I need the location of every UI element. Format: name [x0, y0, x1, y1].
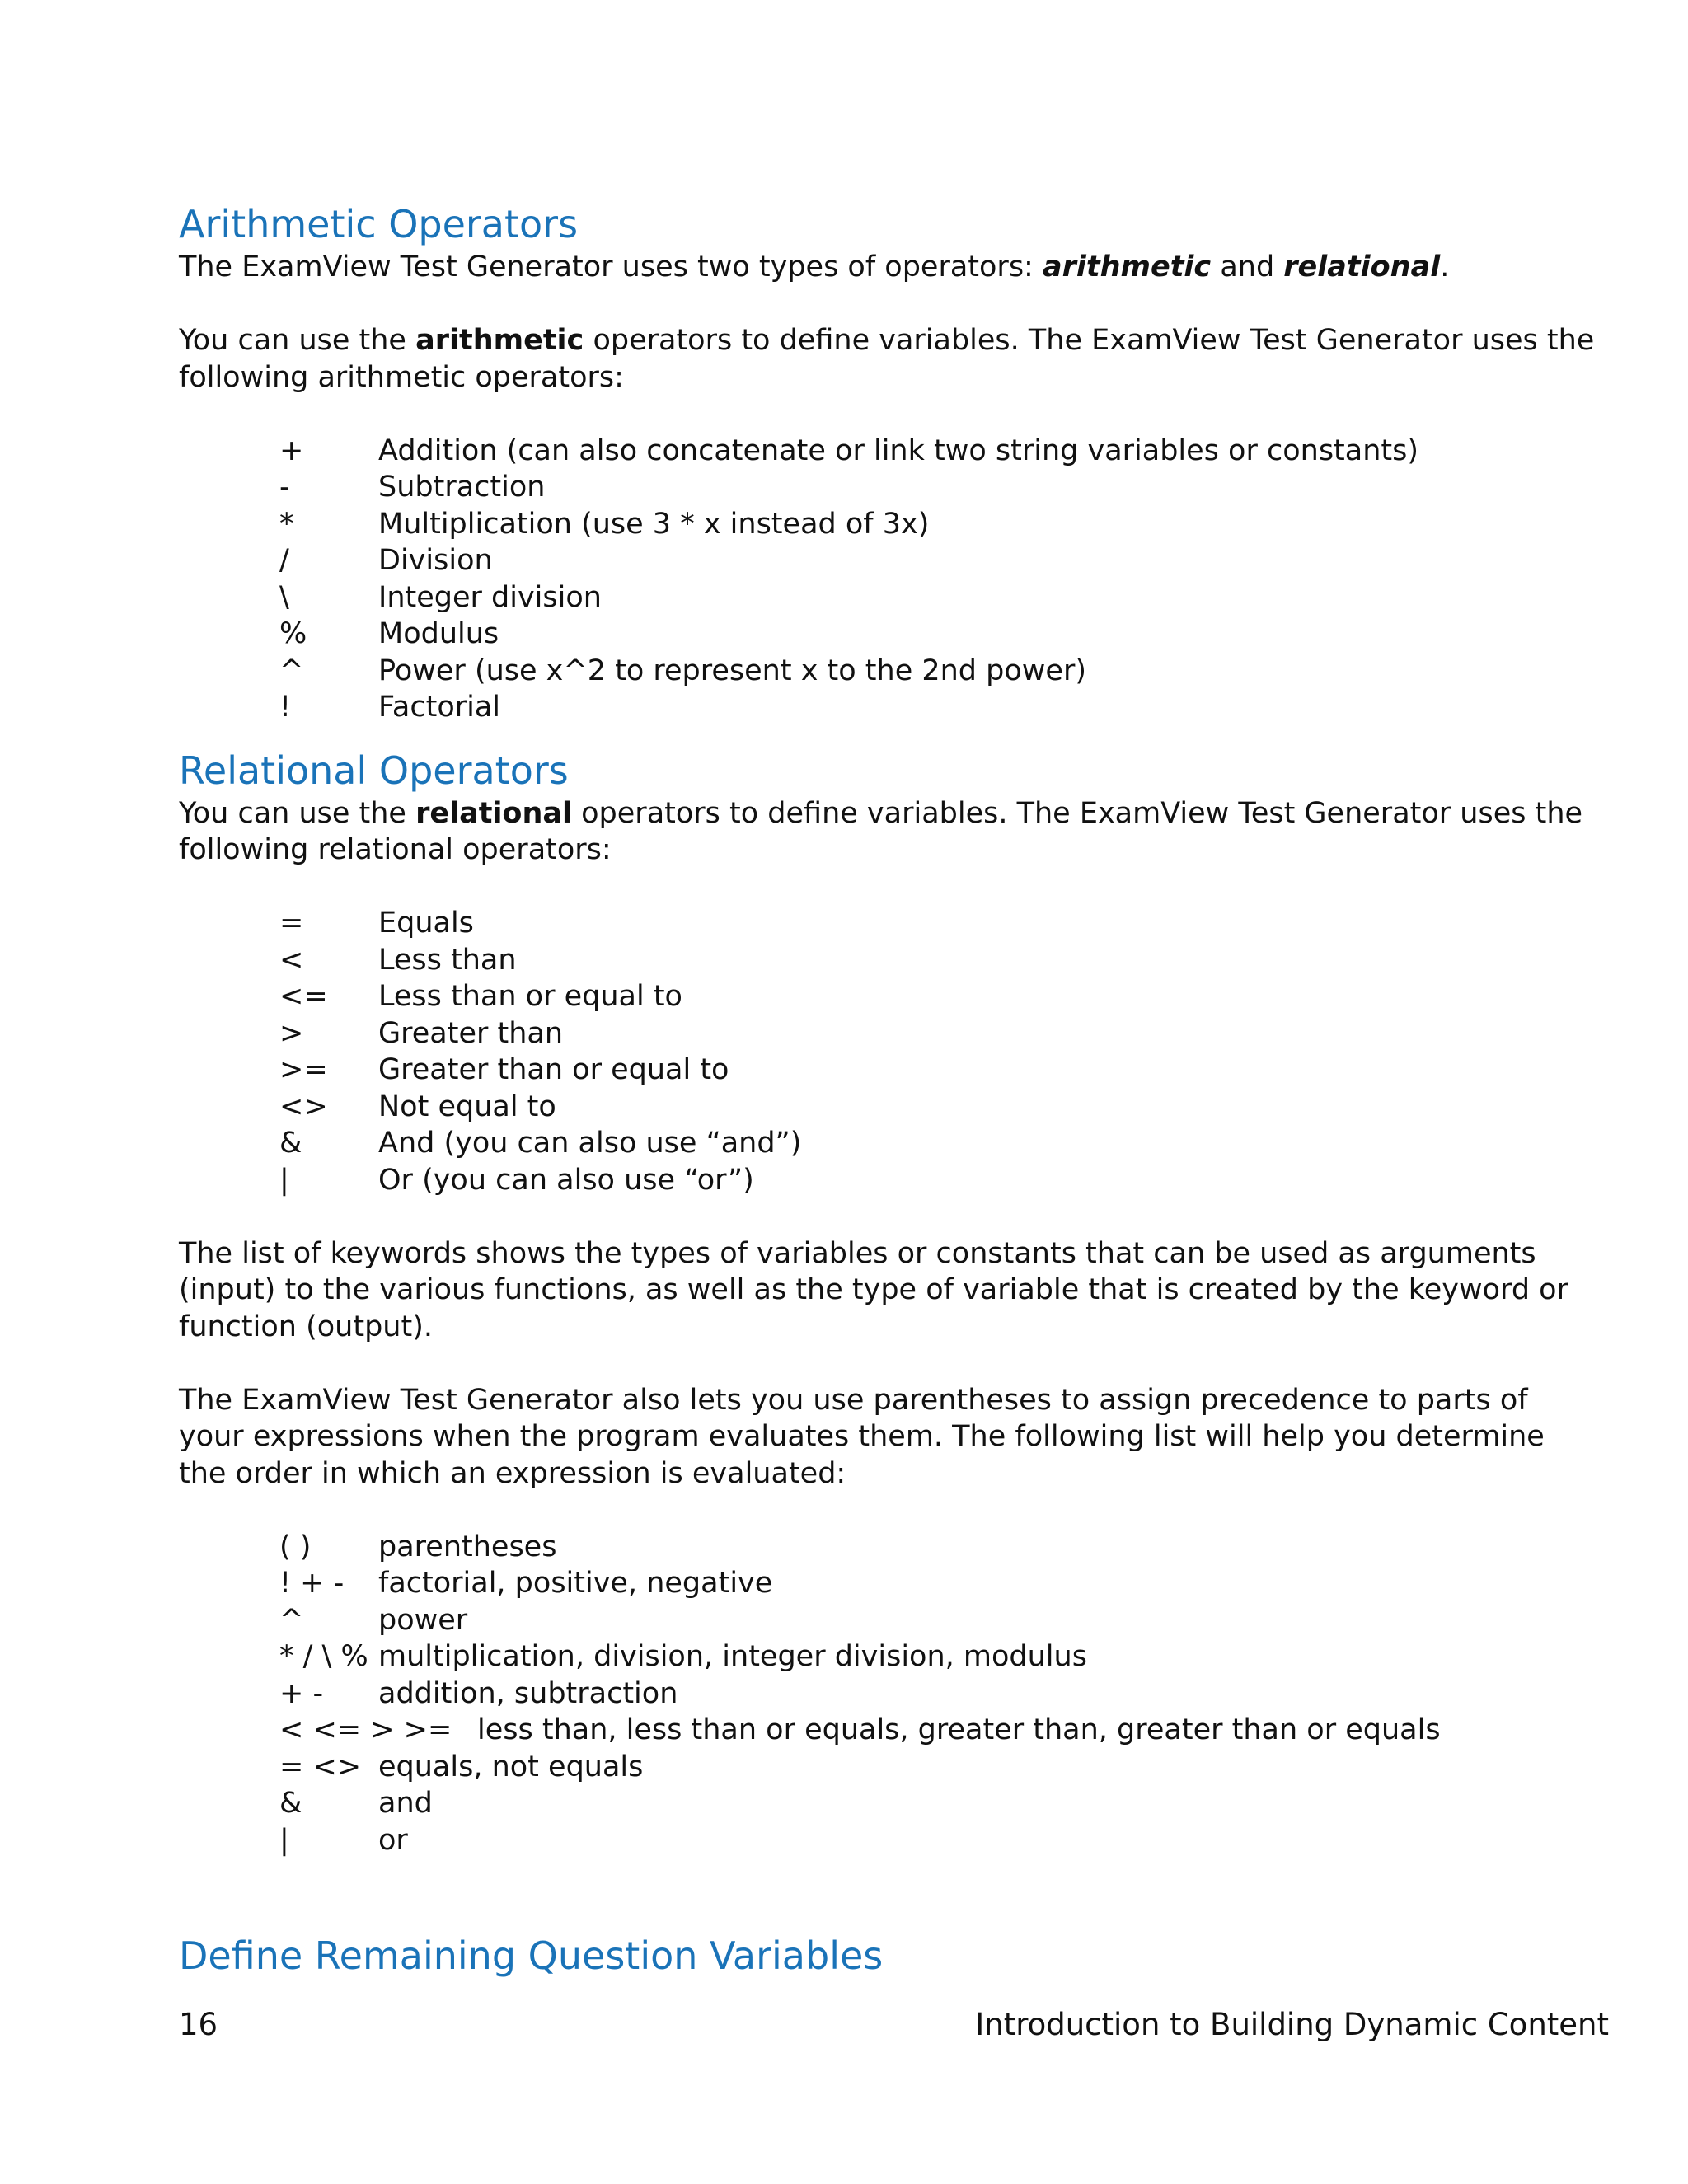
intro-text: The ExamView Test Generator uses two types of operators: [179, 251, 1043, 284]
operator-symbol: - [279, 471, 290, 504]
page-content [179, 199, 1597, 1980]
precedence-description: less than, less than or equals, greater than, greater than or equals [477, 1713, 1441, 1746]
list-item [279, 542, 1597, 579]
list-item [279, 579, 1597, 616]
operator-description: Factorial [378, 691, 501, 724]
operator-symbol: <= [279, 980, 328, 1013]
list-item [279, 1749, 1597, 1786]
intro-text-and: and [1211, 251, 1284, 284]
page-number: 16 [179, 2007, 218, 2042]
operator-symbol: >= [279, 1053, 328, 1086]
list-item [279, 689, 1597, 726]
precedence-symbol: = <> [279, 1750, 362, 1783]
relational-operators-heading: Relational Operators [179, 748, 569, 793]
precedence-symbol: ^ [279, 1603, 304, 1637]
operators-intro-paragraph [179, 249, 1597, 286]
precedence-symbol: & [279, 1787, 302, 1820]
arithmetic-usage-paragraph [179, 322, 1597, 396]
list-item [279, 1565, 1597, 1602]
precedence-description: parentheses [378, 1530, 557, 1563]
list-item [279, 1125, 1597, 1162]
operator-description: Equals [378, 907, 474, 940]
arithmetic-bold: arithmetic [415, 324, 584, 357]
relational-usage-paragraph [179, 795, 1597, 869]
operator-symbol: / [279, 544, 289, 577]
list-item [279, 1602, 1597, 1639]
operator-description: Integer division [378, 580, 602, 614]
arithmetic-operator-list [279, 433, 1597, 726]
intro-relational-emphasis: relational [1283, 251, 1441, 284]
operator-description: Division [378, 544, 493, 577]
usage-text: You can use the [179, 796, 416, 830]
usage-text-rest: operators to define variables. The ExamView Test Generator uses the following relational operators: [179, 796, 1583, 866]
operator-symbol: = [279, 907, 304, 940]
operator-symbol: > [279, 1016, 304, 1050]
list-item [279, 942, 1597, 979]
define-variables-heading: Define Remaining Question Variables [179, 1933, 884, 1978]
operator-description: Less than [378, 943, 517, 977]
operator-symbol: ^ [279, 654, 304, 687]
operator-symbol: ! [279, 691, 292, 724]
precedence-description: and [378, 1787, 433, 1820]
operator-description: Power (use x^2 to represent x to the 2nd power) [378, 654, 1086, 687]
precedence-symbol: + - [279, 1676, 324, 1710]
intro-period: . [1440, 251, 1450, 284]
list-item [279, 469, 1597, 506]
precedence-description: addition, subtraction [378, 1676, 678, 1710]
operator-description: Less than or equal to [378, 980, 682, 1013]
arithmetic-operators-heading: Arithmetic Operators [179, 202, 579, 246]
operator-description: Addition (can also concatenate or link two string variables or constants) [378, 434, 1419, 467]
operator-description: And (you can also use “and”) [378, 1127, 802, 1160]
operator-symbol: \ [279, 580, 289, 614]
operator-description: Or (you can also use “or”) [378, 1163, 754, 1197]
precedence-paragraph: The ExamView Test Generator also lets you use parentheses to assign precedence to parts of your expressions when the program evaluates them. The following list will help you determine the order in which an expression is evaluated: [179, 1383, 1545, 1490]
list-item [279, 1089, 1597, 1126]
operator-description: Greater than or equal to [378, 1053, 729, 1086]
list-item [279, 1638, 1597, 1675]
precedence-symbol: ! + - [279, 1567, 345, 1600]
list-item [279, 653, 1597, 690]
list-item [279, 616, 1597, 653]
operator-description: Subtraction [378, 471, 546, 504]
precedence-symbol: < <= > >= [279, 1713, 452, 1746]
keywords-paragraph: The list of keywords shows the types of variables or constants that can be used as arguments (input) to the various functions, as well as the type of variable that is created by the keyword or function (output). [179, 1236, 1568, 1343]
operator-symbol: & [279, 1127, 302, 1160]
operator-symbol: < [279, 943, 304, 977]
operator-description: Greater than [378, 1016, 564, 1050]
precedence-description: factorial, positive, negative [378, 1567, 773, 1600]
list-item [279, 1529, 1597, 1566]
list-item [279, 1162, 1597, 1199]
list-item [279, 978, 1597, 1015]
list-item [279, 506, 1597, 543]
precedence-symbol: * / \ % [279, 1640, 368, 1673]
precedence-symbol: ( ) [279, 1530, 312, 1563]
precedence-list [279, 1529, 1597, 1859]
precedence-description: power [378, 1603, 468, 1637]
page-footer [179, 2006, 1609, 2044]
list-item [279, 1015, 1597, 1052]
intro-arithmetic-emphasis: arithmetic [1042, 251, 1212, 284]
precedence-description: or [378, 1823, 408, 1857]
list-item [279, 905, 1597, 942]
list-item [279, 1675, 1597, 1713]
precedence-description: equals, not equals [378, 1750, 644, 1783]
precedence-description: multiplication, division, integer division, modulus [378, 1640, 1087, 1673]
list-item [279, 1785, 1597, 1822]
relational-operator-list [279, 905, 1597, 1198]
usage-text-rest: operators to define variables. The ExamView Test Generator uses the following arithmetic operators: [179, 324, 1595, 394]
relational-bold: relational [415, 796, 573, 830]
usage-text: You can use the [179, 324, 416, 357]
list-item [279, 433, 1597, 470]
operator-symbol: | [279, 1163, 289, 1197]
list-item [279, 1712, 1597, 1749]
list-item [279, 1822, 1597, 1859]
operator-symbol: + [279, 434, 304, 467]
operator-symbol: % [279, 617, 307, 650]
precedence-symbol: | [279, 1823, 289, 1857]
footer-title: Introduction to Building Dynamic Content [975, 2007, 1609, 2042]
operator-description: Modulus [378, 617, 499, 650]
operator-description: Multiplication (use 3 * x instead of 3x) [378, 507, 930, 541]
list-item [279, 1052, 1597, 1089]
operator-description: Not equal to [378, 1090, 556, 1123]
operator-symbol: * [279, 507, 294, 541]
operator-symbol: <> [279, 1090, 328, 1123]
